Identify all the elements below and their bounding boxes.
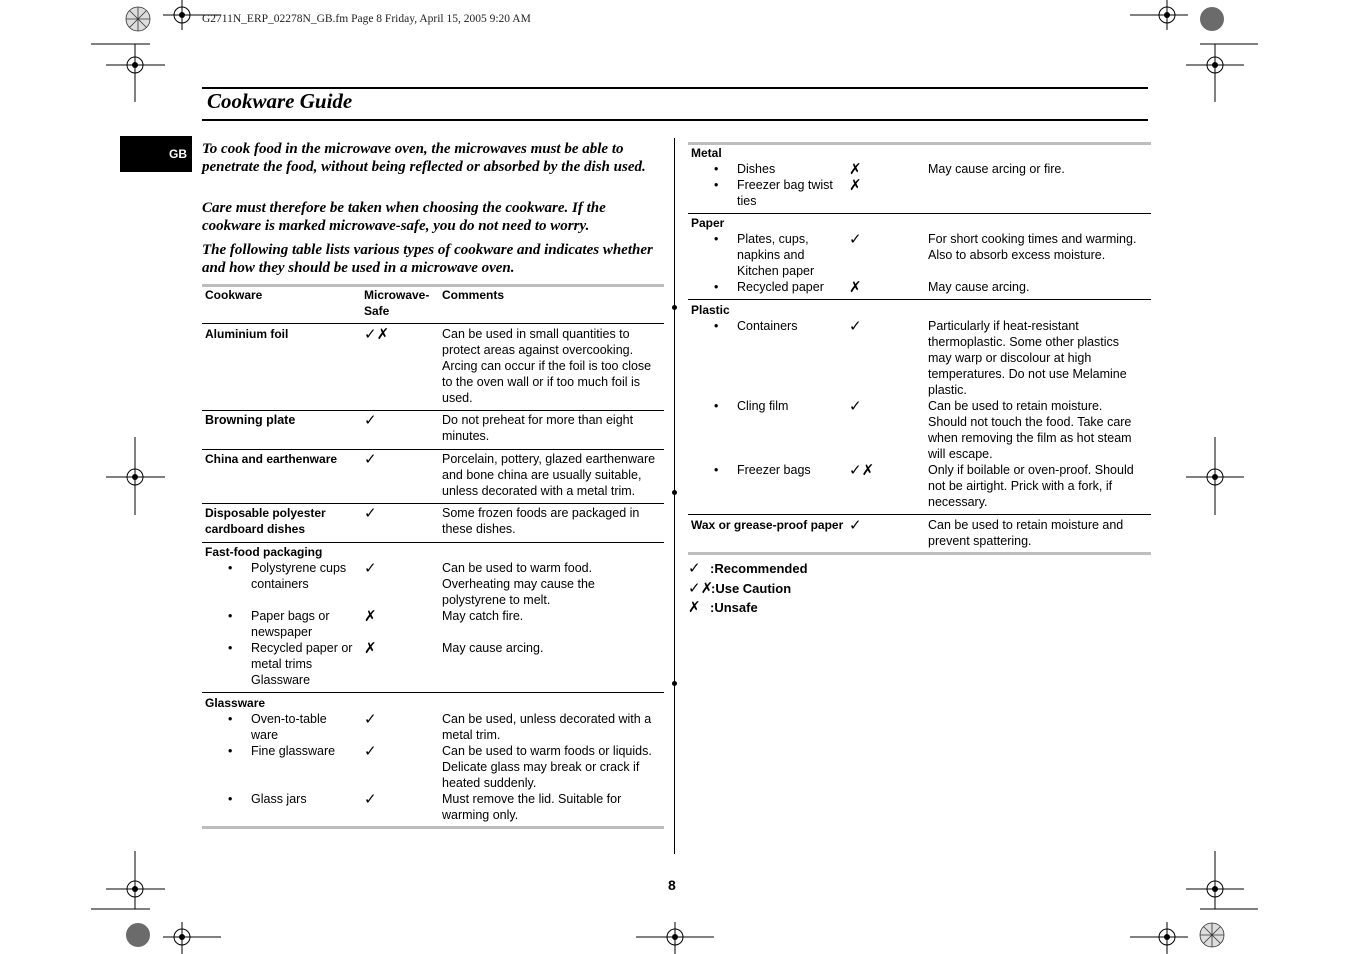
safety-mark: ✓	[849, 516, 862, 534]
legend-text: :Use Caution	[711, 581, 792, 596]
safety-mark: ✗	[849, 278, 862, 296]
legend-item	[688, 580, 791, 597]
bullet: •	[228, 609, 233, 623]
comment-line: Particularly if heat-resistant	[928, 319, 1079, 333]
language-tab-label: GB	[169, 147, 187, 161]
item-label: newspaper	[251, 625, 313, 639]
comment-line: May cause arcing or fire.	[928, 162, 1065, 176]
cookware-category: Fast-food packaging	[205, 545, 323, 559]
comment-line: to the oven wall or if too much foil is	[442, 375, 641, 389]
intro-paragraph-3: The following table lists various types of cookware and indicates whether and how they should be used in a microwave oven.	[202, 242, 653, 276]
bullet: •	[714, 319, 719, 333]
comment-line: Porcelain, pottery, glazed earthenware	[442, 452, 656, 466]
item-label: metal trims	[251, 657, 313, 671]
comment-line: May cause arcing.	[928, 280, 1030, 294]
comment-line: For short cooking times and warming.	[928, 232, 1137, 246]
item-label: Oven-to-table	[251, 712, 327, 726]
item-label: Polystyrene cups	[251, 561, 347, 575]
comment-line: used.	[442, 391, 473, 405]
row-divider	[688, 514, 1151, 515]
comment-line: these dishes.	[442, 522, 516, 536]
item-label: Freezer bag twist	[737, 178, 833, 192]
legend-symbol: ✗	[688, 598, 701, 616]
margin-dot	[672, 681, 677, 686]
bullet: •	[714, 280, 719, 294]
row-divider	[202, 503, 664, 504]
intro-paragraph-2: Care must therefore be taken when choosing the cookware. If the cookware is marked microwave-safe, you do not need to worry.	[202, 200, 606, 234]
margin-dot	[672, 305, 677, 310]
bullet: •	[714, 399, 719, 413]
row-divider	[202, 410, 664, 411]
item-label: Kitchen paper	[737, 264, 815, 278]
column-divider	[674, 138, 675, 854]
comment-line: May cause arcing.	[442, 641, 544, 655]
comment-line: will escape.	[928, 447, 993, 461]
item-label: Glassware	[251, 673, 311, 687]
cookware-category: Paper	[691, 216, 725, 230]
comment-line: Also to absorb excess moisture.	[928, 248, 1106, 262]
comment-line: may warp or discolour at high	[928, 351, 1092, 365]
legend-item	[688, 560, 808, 577]
comment-line: warming only.	[442, 808, 519, 822]
comment-line: protect areas against overcooking.	[442, 343, 634, 357]
comment-line: Only if boilable or oven-proof. Should	[928, 463, 1134, 477]
safety-mark: ✓	[849, 317, 862, 335]
item-label: Recycled paper	[737, 280, 824, 294]
page-number: 8	[668, 877, 676, 893]
safety-mark: ✓	[849, 397, 862, 415]
legend-symbol: ✓	[688, 559, 701, 577]
bullet: •	[228, 792, 233, 806]
comment-line: Some frozen foods are packaged in	[442, 506, 640, 520]
comment-line: temperatures. Do not use Melamine	[928, 367, 1127, 381]
row-divider	[202, 323, 664, 324]
margin-dot	[672, 490, 677, 495]
comment-line: Can be used to retain moisture and	[928, 518, 1124, 532]
page-title: Cookware Guide	[207, 89, 353, 113]
item-label: ware	[251, 728, 279, 742]
comment-line: Do not preheat for more than eight	[442, 413, 634, 427]
comment-line: Arcing can occur if the foil is too close	[442, 359, 652, 373]
cookware-category: Metal	[691, 146, 722, 160]
item-label: Paper bags or	[251, 609, 330, 623]
safety-mark: ✓	[364, 504, 377, 522]
bullet: •	[714, 162, 719, 176]
row-divider	[202, 692, 664, 693]
header-comments: Comments	[442, 288, 505, 302]
safety-mark: ✓✗	[849, 461, 875, 479]
comment-line: prevent spattering.	[928, 534, 1032, 548]
item-label: Freezer bags	[737, 463, 811, 477]
comment-line: Must remove the lid. Suitable for	[442, 792, 622, 806]
table-top-rule	[202, 284, 664, 287]
cookware-name: Browning plate	[205, 413, 296, 427]
language-tab	[120, 136, 192, 172]
safety-mark: ✗	[364, 639, 377, 657]
bullet: •	[228, 744, 233, 758]
comment-line: minutes.	[442, 429, 490, 443]
legend-item	[688, 599, 758, 616]
bullet: •	[228, 561, 233, 575]
row-divider	[688, 213, 1151, 214]
header-microwave-safe-1: Microwave-	[364, 288, 430, 302]
table-bottom-rule	[202, 826, 664, 829]
item-label: Containers	[737, 319, 798, 333]
row-divider	[202, 542, 664, 543]
comment-line: unless decorated with a metal trim.	[442, 484, 636, 498]
comment-line: Can be used to retain moisture.	[928, 399, 1103, 413]
item-label: napkins and	[737, 248, 805, 262]
comment-line: Should not touch the food. Take care	[928, 415, 1132, 429]
bullet: •	[228, 712, 233, 726]
cookware-name: cardboard dishes	[205, 522, 306, 536]
cookware-category: Glassware	[205, 696, 266, 710]
item-label: Fine glassware	[251, 744, 336, 758]
bullet: •	[714, 178, 719, 192]
header-microwave-safe-2: Safe	[364, 304, 390, 318]
cookware-name: Wax or grease-proof paper	[691, 518, 844, 532]
safety-mark: ✓	[364, 450, 377, 468]
comment-line: Can be used to warm food.	[442, 561, 593, 575]
comment-line: metal trim.	[442, 728, 501, 742]
comment-line: Can be used to warm foods or liquids.	[442, 744, 652, 758]
comment-line: not be airtight. Prick with a fork, if	[928, 479, 1113, 493]
bullet: •	[228, 641, 233, 655]
comment-line: Overheating may cause the	[442, 577, 595, 591]
comment-line: May catch fire.	[442, 609, 524, 623]
safety-mark: ✓	[849, 230, 862, 248]
comment-line: Can be used in small quantities to	[442, 327, 630, 341]
safety-mark: ✓	[364, 559, 377, 577]
safety-mark: ✗	[849, 160, 862, 178]
safety-mark: ✓	[364, 742, 377, 760]
bullet: •	[714, 463, 719, 477]
bullet: •	[714, 232, 719, 246]
safety-mark: ✓	[364, 790, 377, 808]
comment-line: heated suddenly.	[442, 776, 537, 790]
item-label: Recycled paper or	[251, 641, 353, 655]
safety-mark: ✗	[849, 176, 862, 194]
cookware-name: Aluminium foil	[205, 327, 289, 341]
comment-line: polystyrene to melt.	[442, 593, 551, 607]
cookware-name: China and earthenware	[205, 452, 338, 466]
comment-line: necessary.	[928, 495, 988, 509]
item-label: Dishes	[737, 162, 776, 176]
row-divider	[202, 449, 664, 450]
item-label: Cling film	[737, 399, 789, 413]
item-label: Glass jars	[251, 792, 307, 806]
safety-mark: ✓✗	[364, 325, 390, 343]
legend-text: :Recommended	[710, 561, 808, 576]
row-divider	[688, 299, 1151, 300]
safety-mark: ✓	[364, 710, 377, 728]
comment-line: when removing the film as hot steam	[928, 431, 1132, 445]
intro-paragraph-1: To cook food in the microwave oven, the microwaves must be able to penetrate the food, without being reflected or absorbed by the dish used.	[202, 141, 646, 175]
cookware-name: Disposable polyester	[205, 506, 326, 520]
comment-line: Delicate glass may break or crack if	[442, 760, 640, 774]
comment-line: and bone china are usually suitable,	[442, 468, 642, 482]
file-info-line: G2711N_ERP_02278N_GB.fm Page 8 Friday, April 15, 2005 9:20 AM	[202, 13, 531, 25]
table-top-rule	[688, 142, 1151, 145]
cookware-category: Plastic	[691, 303, 730, 317]
comment-line: Can be used, unless decorated with a	[442, 712, 652, 726]
legend-text: :Unsafe	[710, 600, 758, 615]
safety-mark: ✗	[364, 607, 377, 625]
legend-symbol: ✓✗	[688, 579, 714, 597]
safety-mark: ✓	[364, 411, 377, 429]
item-label: containers	[251, 577, 309, 591]
header-cookware: Cookware	[205, 288, 263, 302]
table-bottom-rule	[688, 552, 1151, 555]
comment-line: thermoplastic. Some other plastics	[928, 335, 1120, 349]
comment-line: plastic.	[928, 383, 967, 397]
item-label: Plates, cups,	[737, 232, 809, 246]
item-label: ties	[737, 194, 757, 208]
title-bottom-rule	[202, 119, 1148, 121]
